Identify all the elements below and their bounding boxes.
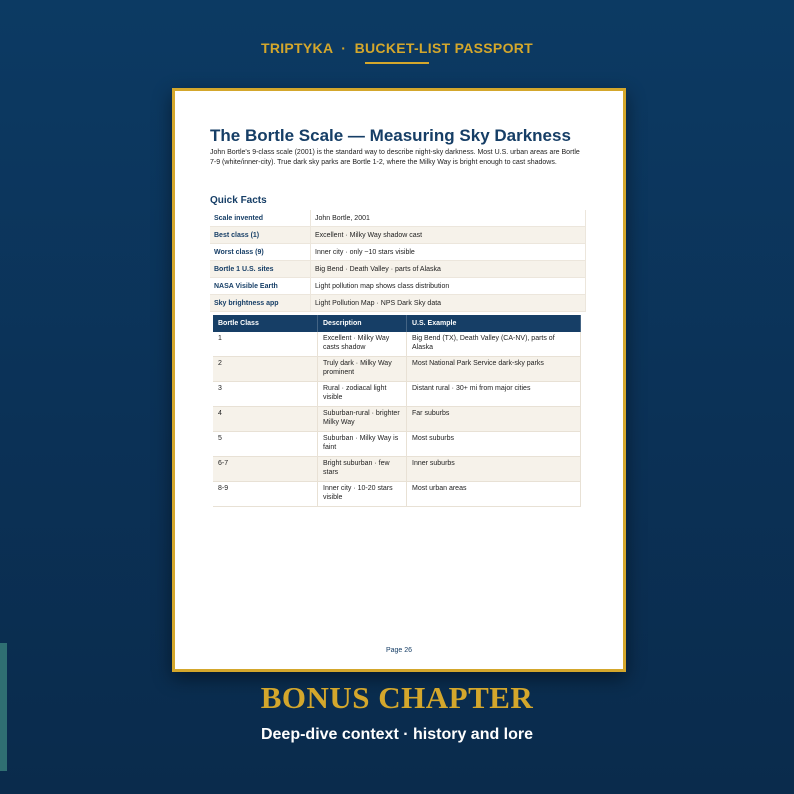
- brand-separator: ·: [341, 40, 347, 56]
- quick-fact-row: [210, 210, 586, 227]
- quick-fact-value: Light pollution map shows class distribution: [311, 278, 586, 295]
- quick-fact-label: Best class (1): [210, 227, 311, 244]
- document-page-frame: [172, 88, 626, 672]
- table-row: [213, 407, 581, 432]
- table-row: [213, 357, 581, 382]
- document-page: [175, 91, 623, 669]
- brand-name: TRIPTYKA: [260, 40, 333, 56]
- brand-header: [0, 40, 794, 56]
- description-cell: Suburban-rural · brighter Milky Way: [318, 407, 407, 432]
- bortle-class-table: [213, 315, 581, 507]
- column-header: U.S. Example: [407, 315, 581, 332]
- quick-fact-value: Inner city · only ~10 stars visible: [311, 244, 586, 261]
- quick-fact-row: [210, 244, 586, 261]
- table-row: [213, 432, 581, 457]
- bortle-class-cell: 5: [213, 432, 318, 457]
- page-title: The Bortle Scale — Measuring Sky Darkness: [210, 126, 571, 145]
- bonus-tagline: Deep-dive context · history and lore: [260, 726, 534, 743]
- quick-fact-row: [210, 278, 586, 295]
- bortle-class-cell: 3: [213, 382, 318, 407]
- quick-fact-label: Scale invented: [210, 210, 311, 227]
- brand-underline: [365, 62, 429, 64]
- description-cell: Suburban · Milky Way is faint: [318, 432, 407, 457]
- bortle-class-cell: 8-9: [213, 482, 318, 507]
- quick-fact-value: Big Bend · Death Valley · parts of Alaska: [311, 261, 586, 278]
- quick-fact-label: Worst class (9): [210, 244, 311, 261]
- quick-fact-label: Bortle 1 U.S. sites: [210, 261, 311, 278]
- quick-fact-row: [210, 227, 586, 244]
- quick-fact-value: John Bortle, 2001: [311, 210, 586, 227]
- table-row: [213, 332, 581, 357]
- bortle-class-cell: 6-7: [213, 457, 318, 482]
- description-cell: Excellent · Milky Way casts shadow: [318, 332, 407, 357]
- quick-fact-value: Light Pollution Map · NPS Dark Sky data: [311, 295, 586, 312]
- quick-facts-heading: Quick Facts: [210, 195, 267, 206]
- us-example-cell: Most suburbs: [407, 432, 581, 457]
- us-example-cell: Most National Park Service dark-sky parks: [407, 357, 581, 382]
- us-example-cell: Most urban areas: [407, 482, 581, 507]
- intro-paragraph: John Bortle's 9-class scale (2001) is the standard way to describe night-sky darkness. Most U.S. urban areas are Bortle 7-9 (white/inner-city). True dark sky parks are Bortle 1-2, where the Milky Way is bright enough to cast shadows.: [210, 149, 580, 166]
- us-example-cell: Far suburbs: [407, 407, 581, 432]
- page-number: Page 26: [385, 647, 413, 654]
- description-cell: Bright suburban · few stars: [318, 457, 407, 482]
- bortle-class-cell: 1: [213, 332, 318, 357]
- column-header: Bortle Class: [213, 315, 318, 332]
- product-name: BUCKET-LIST PASSPORT: [354, 40, 534, 56]
- bonus-chapter-title: BONUS CHAPTER: [260, 680, 534, 715]
- table-header-row: [213, 315, 581, 332]
- quick-fact-label: NASA Visible Earth: [210, 278, 311, 295]
- quick-fact-value: Excellent · Milky Way shadow cast: [311, 227, 586, 244]
- quick-facts-table: [210, 210, 586, 312]
- quick-fact-row: [210, 261, 586, 278]
- description-cell: Rural · zodiacal light visible: [318, 382, 407, 407]
- bortle-class-cell: 4: [213, 407, 318, 432]
- table-row: [213, 457, 581, 482]
- table-row: [213, 382, 581, 407]
- quick-fact-label: Sky brightness app: [210, 295, 311, 312]
- table-row: [213, 482, 581, 507]
- description-cell: Inner city · 10-20 stars visible: [318, 482, 407, 507]
- us-example-cell: Big Bend (TX), Death Valley (CA-NV), parts of Alaska: [407, 332, 581, 357]
- bortle-class-cell: 2: [213, 357, 318, 382]
- column-header: Description: [318, 315, 407, 332]
- us-example-cell: Inner suburbs: [407, 457, 581, 482]
- us-example-cell: Distant rural · 30+ mi from major cities: [407, 382, 581, 407]
- quick-fact-row: [210, 295, 586, 312]
- description-cell: Truly dark · Milky Way prominent: [318, 357, 407, 382]
